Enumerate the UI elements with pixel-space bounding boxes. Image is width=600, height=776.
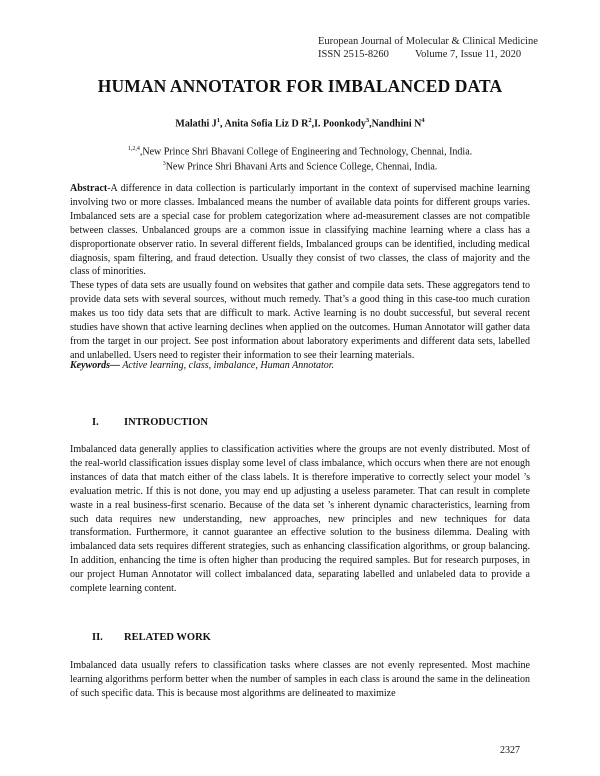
abstract <box>70 182 530 363</box>
body-paragraph: Imbalanced data generally applies to classification activities where the groups are not evenly distributed. Most of the real-world classification issues display some level of class imbalance, which occurs when there are not enough instances of data that match either of the class labels. It is therefore imperative to correctly select your model ’s evaluation metric. If this is not done, you may end up adjusting a useless parameter. That can result in complete waste in a real business-first scenario. Because of the data set ’s inherent dynamic characteristics, learning from such data requires new understanding, new approaches, new principles and new techniques for data transformation. Furthermore, it cannot guarantee an effective solution to the business dilemma. Dealing with imbalanced data sets requires different strategies, such as enhancing classification algorithms, or group balancing. In addition, enhancing the time is often higher than producing the required samples. But for research purposes, in our project Human Annotator will collect imbalanced data, separating labelled and unlabeled data to provide a complete learning content. <box>70 444 530 595</box>
related-work-body <box>70 659 530 701</box>
section-heading-introduction <box>92 417 208 428</box>
abstract-paragraph <box>70 182 530 279</box>
abstract-paragraph: These types of data sets are usually found on websites that gather and compile data sets. These aggregators tend to provide data sets with several sources, without much remedy. That’s a good thing in this case-too much curation makes us too tidy data sets that are difficult to mark. Active learning is no doubt successful, but several recent studies have shown that active learning declines when applied on the outcomes. Human Annotator will gather data from the target in our project. See post information about laboratory experiments and different data sets, labelled and unlabelled. Users need to register their information to see their learning materials. <box>70 280 530 361</box>
affiliation-superscript: 1,2,4 <box>127 146 140 152</box>
author-superscript: 2 <box>308 117 312 124</box>
affiliation-superscript: 3 <box>162 161 166 168</box>
volume-issue: Volume 7, Issue 11, 2020 <box>414 49 522 60</box>
author-superscript: 4 <box>421 117 425 124</box>
author-name: ,I. Poonkody <box>311 118 366 130</box>
affiliation-text: New Prince Shri Bhavani Arts and Science College, Chennai, India. <box>165 161 438 173</box>
affiliations <box>0 143 600 174</box>
page-number: 2327 <box>500 745 520 756</box>
affiliation-line <box>0 158 600 173</box>
author-superscript: 3 <box>365 117 370 124</box>
author-name: , Anita Sofia Liz D R <box>220 118 309 130</box>
section-number: I. <box>92 417 99 428</box>
section-title: INTRODUCTION <box>124 417 209 428</box>
author-superscript: 1 <box>216 117 221 124</box>
keywords <box>70 359 530 373</box>
body-paragraph: Imbalanced data usually refers to classification tasks where classes are not evenly represented. Most machine learning algorithms perform better when the number of samples in each class is around the same in the delineation of such specific data. This is because most algorithms are delineated to maximize <box>70 660 530 699</box>
issn-line <box>318 48 568 61</box>
author-name: ,Nandhini N <box>369 118 422 130</box>
affiliation-line <box>0 143 600 158</box>
abstract-label: Abstract <box>70 183 108 194</box>
keywords-label: Keywords— <box>70 360 120 371</box>
author-list <box>0 117 600 129</box>
section-heading-related-work <box>92 632 211 643</box>
section-title: RELATED WORK <box>124 632 211 643</box>
author-name: Malathi J <box>175 118 217 130</box>
abstract-text: -A difference in data collection is particularly important in the context of supervised machine learning involving two or more classes. Imbalanced means the number of available data points for different groups varies. Imbalanced sets are a special case for problem categorization where ad-measurement classes are not compatible between classes. Unbalanced groups are a common issue in classifying machine learning where a class has a disproportionate observer ratio. In several different fields, Imbalanced groups can be identified, including medical diagnosis, spam filtering, and fraud detection. Usually they consist of two classes, the class of majority and the class of minorities. <box>70 183 530 278</box>
paper-title: HUMAN ANNOTATOR FOR IMBALANCED DATA <box>97 76 503 96</box>
keywords-text: Active learning, class, imbalance, Human Annotator. <box>120 360 335 371</box>
affiliation-text: ,New Prince Shri Bhavani College of Engineering and Technology, Chennai, India. <box>139 146 473 158</box>
journal-name: European Journal of Molecular & Clinical Medicine <box>318 36 538 47</box>
section-number: II. <box>92 632 103 643</box>
introduction-body <box>70 443 530 596</box>
issn: ISSN 2515-8260 <box>318 49 389 60</box>
journal-header <box>318 35 568 61</box>
